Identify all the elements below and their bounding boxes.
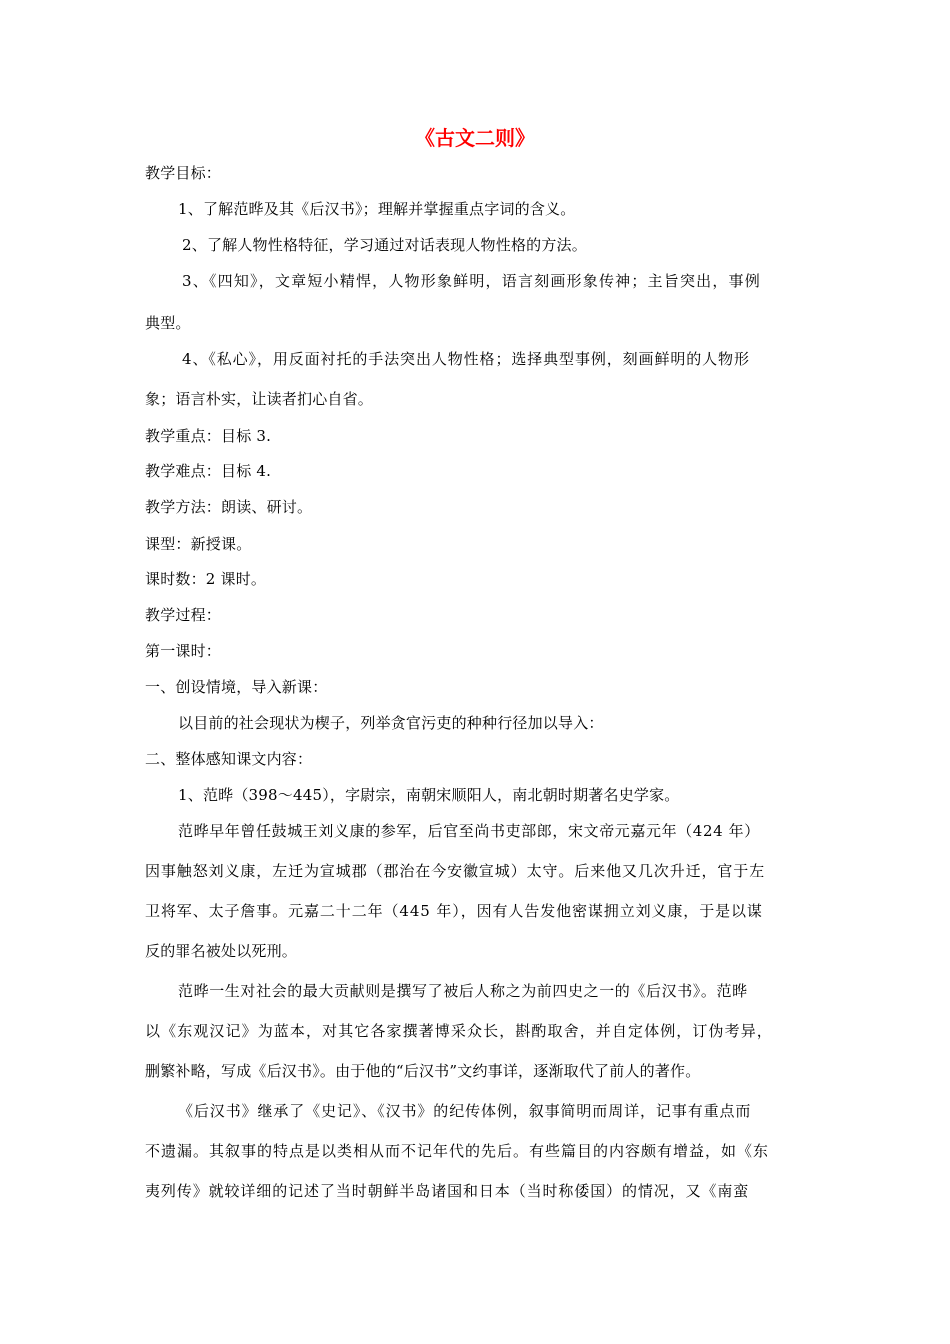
text-line: 范晔一生对社会的最大贡献则是撰写了被后人称之为前四史之一的《后汉书》。范晔 bbox=[178, 982, 748, 1000]
text-line: 3、《四知》，文章短小精悍，人物形象鲜明，语言刻画形象传神；主旨突出，事例 bbox=[182, 272, 761, 290]
text-line: 以目前的社会现状为楔子，列举贪官污吏的种种行径加以导入： bbox=[178, 714, 604, 732]
text-line: 第一课时： bbox=[145, 642, 222, 660]
text-line: 教学过程： bbox=[145, 606, 222, 624]
document-title: 《古文二则》 bbox=[415, 126, 535, 150]
text-line: 因事触怒刘义康，左迁为宣城郡（郡治在今安徽宣城）太守。后来他又几次升迁，官于左 bbox=[145, 862, 766, 880]
text-line: 象；语言朴实，让读者扪心自省。 bbox=[145, 390, 374, 408]
text-line: 教学难点：目标 4. bbox=[145, 462, 272, 480]
text-line: 1、了解范晔及其《后汉书》；理解并掌握重点字词的含义。 bbox=[178, 200, 576, 218]
text-line: 典型。 bbox=[145, 314, 191, 332]
text-line: 一、创设情境，导入新课： bbox=[145, 678, 328, 696]
text-line: 以《东观汉记》为蓝本，对其它各家撰著博采众长，斟酌取舍，并自定体例，订伪考异， bbox=[145, 1022, 773, 1040]
text-line: 夷列传》就较详细的记述了当时朝鲜半岛诸国和日本（当时称倭国）的情况，又《南蛮 bbox=[145, 1182, 750, 1200]
text-line: 不遗漏。其叙事的特点是以类相从而不记年代的先后。有些篇目的内容颇有增益，如《东 bbox=[145, 1142, 770, 1160]
text-line: 删繁补略，写成《后汉书》。由于他的“后汉书”文约事详，逐渐取代了前人的著作。 bbox=[145, 1062, 701, 1080]
text-line: 4、《私心》，用反面衬托的手法突出人物性格；选择典型事例，刻画鲜明的人物形 bbox=[182, 350, 750, 368]
text-line: 教学方法：朗读、研讨。 bbox=[145, 498, 313, 516]
text-line: 《后汉书》继承了《史记》、《汉书》的纪传体例，叙事简明而周详，记事有重点而 bbox=[178, 1102, 752, 1120]
text-line: 1、范晔（398～445），字尉宗，南朝宋顺阳人，南北朝时期著名史学家。 bbox=[178, 786, 680, 804]
text-line: 二、整体感知课文内容： bbox=[145, 750, 313, 768]
text-line: 卫将军、太子詹事。元嘉二十二年（445 年），因有人告发他密谋拥立刘义康，于是以谋 bbox=[145, 902, 763, 920]
text-line: 范晔早年曾任鼓城王刘义康的参军，后官至尚书吏部郎，宋文帝元嘉元年（424 年） bbox=[178, 822, 760, 840]
text-line: 课时数：2 课时。 bbox=[145, 570, 267, 588]
text-line: 反的罪名被处以死刑。 bbox=[145, 942, 298, 960]
text-line: 2、了解人物性格特征，学习通过对话表现人物性格的方法。 bbox=[182, 236, 587, 254]
text-line: 教学目标： bbox=[145, 164, 222, 182]
text-line: 教学重点：目标 3. bbox=[145, 427, 272, 445]
text-line: 课型：新授课。 bbox=[145, 535, 252, 553]
